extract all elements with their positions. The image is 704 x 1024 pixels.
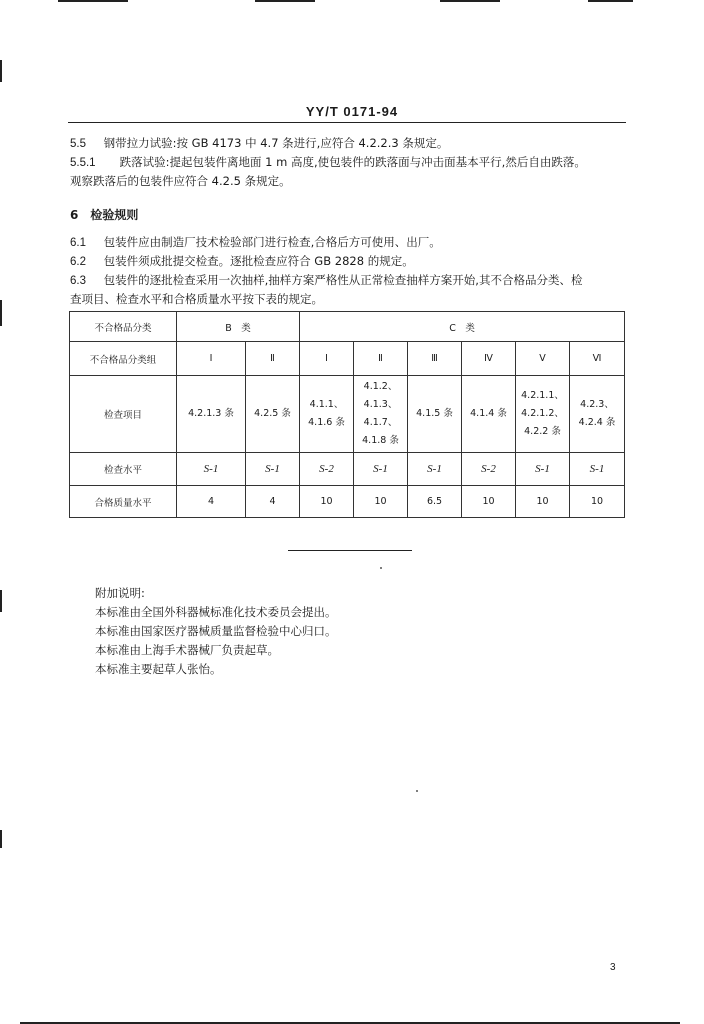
level-cell: S-1 bbox=[354, 453, 408, 486]
item-line: 4.1.5 条 bbox=[416, 408, 453, 419]
level-cell: S-2 bbox=[462, 453, 516, 486]
aql-cell: 10 bbox=[300, 486, 354, 518]
item-line: 4.2.1.2、 bbox=[521, 408, 564, 419]
item-line: 4.2.2 条 bbox=[524, 426, 561, 437]
level-cell: S-1 bbox=[177, 453, 246, 486]
row-acceptable-quality-level bbox=[70, 486, 625, 518]
note-line: 本标准由上海手术器械厂负责起草。 bbox=[95, 643, 279, 657]
clause-number: 6.3 bbox=[70, 275, 86, 287]
item-line: 4.1.6 条 bbox=[308, 417, 345, 428]
group-cell: Ⅲ bbox=[408, 342, 462, 376]
aql-cell: 10 bbox=[516, 486, 570, 518]
group-cell: Ⅱ bbox=[354, 342, 408, 376]
clause-number: 5.5 bbox=[70, 138, 86, 150]
item-line: 4.2.1.1、 bbox=[521, 390, 564, 401]
aql-cell: 10 bbox=[354, 486, 408, 518]
level-cell: S-1 bbox=[570, 453, 625, 486]
row-label: 检查项目 bbox=[70, 376, 177, 453]
end-of-text-rule bbox=[288, 550, 412, 551]
item-line: 4.1.7、 bbox=[363, 417, 398, 428]
page-number: 3 bbox=[610, 962, 616, 973]
group-cell: Ⅳ bbox=[462, 342, 516, 376]
item-cell bbox=[408, 376, 462, 453]
note-line: 本标准由国家医疗器械质量监督检验中心归口。 bbox=[95, 624, 337, 638]
clause-text: 跌落试验:提起包装件离地面 1 m 高度,使包装件的跌落面与冲击面基本平行,然后自由跌落。 bbox=[119, 155, 586, 169]
inspection-table bbox=[69, 311, 625, 518]
item-cell bbox=[516, 376, 570, 453]
note-line: 本标准由全国外科器械标准化技术委员会提出。 bbox=[95, 605, 337, 619]
item-cell bbox=[246, 376, 300, 453]
item-line: 4.1.1、 bbox=[309, 399, 344, 410]
aql-cell: 10 bbox=[570, 486, 625, 518]
item-line: 4.2.1.3 条 bbox=[188, 408, 234, 419]
clause-6-2 bbox=[70, 252, 628, 272]
group-cell: Ⅰ bbox=[177, 342, 246, 376]
level-cell: S-1 bbox=[408, 453, 462, 486]
group-cell: Ⅵ bbox=[570, 342, 625, 376]
item-line: 4.1.4 条 bbox=[470, 408, 507, 419]
clause-6-1 bbox=[70, 233, 628, 253]
row-inspection-level bbox=[70, 453, 625, 486]
item-line: 4.1.8 条 bbox=[362, 435, 399, 446]
item-cell bbox=[300, 376, 354, 453]
aql-cell: 4 bbox=[177, 486, 246, 518]
item-cell bbox=[177, 376, 246, 453]
scan-edge-mark bbox=[440, 0, 500, 2]
row-nonconformity-class bbox=[70, 312, 625, 342]
item-line: 4.1.2、 bbox=[363, 381, 398, 392]
aql-cell: 10 bbox=[462, 486, 516, 518]
clause-text: 包装件应由制造厂技术检验部门进行检查,合格后方可使用、出厂。 bbox=[103, 235, 441, 249]
clause-number: 5.5.1 bbox=[70, 157, 96, 169]
item-line: 4.2.5 条 bbox=[254, 408, 291, 419]
item-line: 4.2.4 条 bbox=[578, 417, 616, 428]
row-label: 检查水平 bbox=[70, 453, 177, 486]
row-nonconformity-group bbox=[70, 342, 625, 376]
scan-edge-mark bbox=[58, 0, 128, 2]
clause-number: 6.1 bbox=[70, 237, 86, 249]
item-cell bbox=[570, 376, 625, 453]
scan-edge-mark bbox=[0, 300, 2, 326]
clause-5-5-1 bbox=[70, 153, 628, 173]
standard-code: YY/T 0171-94 bbox=[305, 104, 399, 119]
header-rule bbox=[68, 122, 626, 123]
level-cell: S-2 bbox=[300, 453, 354, 486]
aql-cell: 4 bbox=[246, 486, 300, 518]
notes-title: 附加说明: bbox=[95, 586, 145, 600]
class-c-header: C 类 bbox=[300, 312, 625, 342]
clause-6-3 bbox=[70, 271, 628, 291]
item-line: 4.1.3、 bbox=[363, 399, 398, 410]
clause-6-3-continued: 查项目、检查水平和合格质量水平按下表的规定。 bbox=[70, 292, 323, 306]
row-label: 合格质量水平 bbox=[70, 486, 177, 518]
group-cell: Ⅱ bbox=[246, 342, 300, 376]
scan-edge-mark bbox=[0, 60, 2, 82]
row-label: 不合格品分类组 bbox=[70, 342, 177, 376]
level-cell: S-1 bbox=[516, 453, 570, 486]
row-label: 不合格品分类 bbox=[70, 312, 177, 342]
group-cell: Ⅴ bbox=[516, 342, 570, 376]
class-b-header: B 类 bbox=[177, 312, 300, 342]
item-cell bbox=[354, 376, 408, 453]
note-line: 本标准主要起草人张怡。 bbox=[95, 662, 222, 676]
clause-text: 包装件的逐批检查采用一次抽样,抽样方案严格性从正常检查抽样方案开始,其不合格品分类、检 bbox=[103, 273, 583, 287]
scan-speck bbox=[416, 790, 418, 792]
group-cell: Ⅰ bbox=[300, 342, 354, 376]
scan-edge-mark bbox=[588, 0, 633, 2]
level-cell: S-1 bbox=[246, 453, 300, 486]
clause-number: 6.2 bbox=[70, 256, 86, 268]
section-6-title: 6 检验规则 bbox=[70, 208, 139, 222]
aql-cell: 6.5 bbox=[408, 486, 462, 518]
scan-edge-mark bbox=[255, 0, 315, 2]
item-cell bbox=[462, 376, 516, 453]
clause-text: 钢带拉力试验:按 GB 4173 中 4.7 条进行,应符合 4.2.2.3 条规定。 bbox=[103, 136, 449, 150]
clause-5-5 bbox=[70, 134, 628, 154]
item-line: 4.2.3、 bbox=[580, 399, 614, 410]
clause-5-5-1-continued: 观察跌落后的包装件应符合 4.2.5 条规定。 bbox=[70, 174, 291, 188]
scan-speck bbox=[380, 567, 382, 569]
scan-edge-mark bbox=[0, 830, 2, 848]
scan-edge-mark bbox=[0, 590, 2, 612]
clause-text: 包装件须成批提交检查。逐批检查应符合 GB 2828 的规定。 bbox=[103, 254, 414, 268]
row-inspection-items bbox=[70, 376, 625, 453]
